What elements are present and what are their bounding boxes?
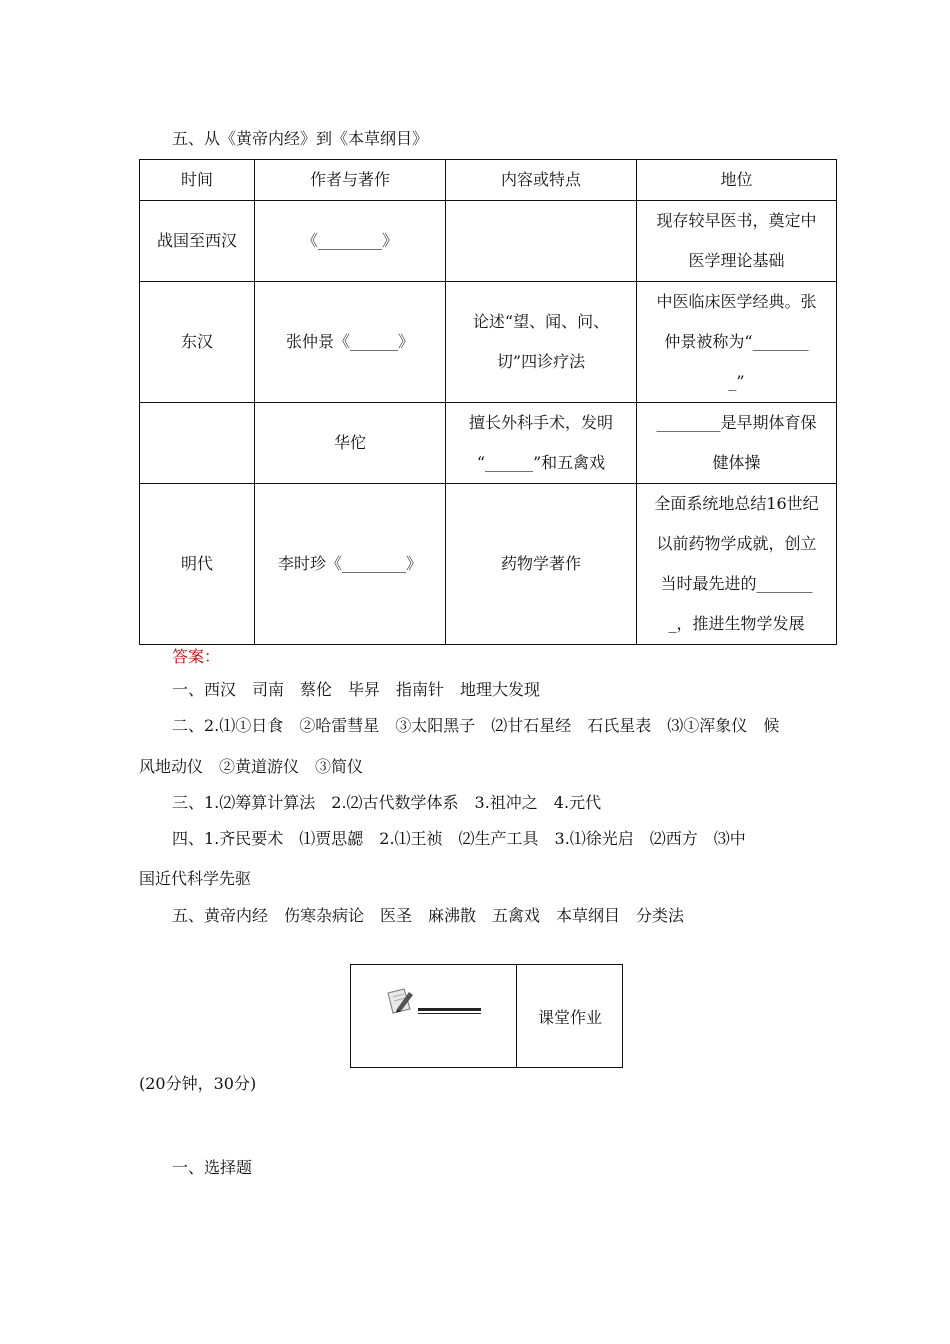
answer-line: 一、西汉 司南 蔡伦 毕昇 指南针 地理大发现	[172, 680, 541, 699]
cell-status: 全面系统地总结16世纪 以前药物学成就，创立 当时最先进的_______ _，推进生物学发展	[637, 484, 837, 645]
homework-banner	[350, 964, 623, 1068]
title-underline-thin	[418, 1013, 481, 1014]
cell-time: 战国至西汉	[140, 201, 255, 282]
table-row	[140, 201, 837, 282]
cell-time: 东汉	[140, 282, 255, 403]
table-header-row	[140, 160, 837, 201]
header-content: 内容或特点	[446, 160, 637, 201]
cell-status: 现存较早医书，奠定中 医学理论基础	[637, 201, 837, 282]
cell-author: 张仲景《______》	[255, 282, 446, 403]
cell-content: 药物学著作	[446, 484, 637, 645]
title-underline	[418, 1008, 481, 1011]
answer-line: 四、1.齐民要术 ⑴贾思勰 2.⑴王祯 ⑵生产工具 3.⑴徐光启 ⑵西方 ⑶中	[172, 829, 746, 848]
header-status: 地位	[637, 160, 837, 201]
pen-paper-icon	[385, 987, 415, 1015]
section-title: 一、选择题	[172, 1158, 253, 1177]
cell-time: 明代	[140, 484, 255, 645]
answer-label: 答案：	[172, 647, 221, 666]
homework-label: 课堂作业	[537, 1007, 602, 1027]
header-time: 时间	[140, 160, 255, 201]
cell-author: 华佗	[255, 403, 446, 484]
answer-line: 二、2.⑴①日食 ②哈雷彗星 ③太阳黑子 ⑵甘石星经 石氏星表 ⑶①浑象仪 候	[172, 716, 780, 735]
cell-content: 论述“望、闻、问、 切”四诊疗法	[446, 282, 637, 403]
answer-line: 五、黄帝内经 伤寒杂病论 医圣 麻沸散 五禽戏 本草纲目 分类法	[172, 906, 685, 925]
cell-status: 中医临床医学经典。张 仲景被称为“_______ _”	[637, 282, 837, 403]
cell-author: 《________》	[255, 201, 446, 282]
cell-status: ________是早期体育保 健体操	[637, 403, 837, 484]
history-table	[139, 159, 837, 645]
answer-line: 三、1.⑵筹算计算法 2.⑵古代数学体系 3.祖冲之 4.元代	[172, 793, 602, 812]
answer-line: 风地动仪 ②黄道游仪 ③简仪	[139, 757, 364, 776]
section-title: 五、从《黄帝内经》到《本草纲目》	[172, 129, 429, 148]
cell-time	[140, 403, 255, 484]
answer-line: 国近代科学先驱	[139, 869, 252, 888]
cell-content: 擅长外科手术，发明 “______”和五禽戏	[446, 403, 637, 484]
cell-content	[446, 201, 637, 282]
cell-author: 李时珍《________》	[255, 484, 446, 645]
table-row	[140, 484, 837, 645]
header-author: 作者与著作	[255, 160, 446, 201]
time-note: (20分钟，30分)	[139, 1074, 257, 1093]
table-row	[140, 282, 837, 403]
table-row	[140, 403, 837, 484]
